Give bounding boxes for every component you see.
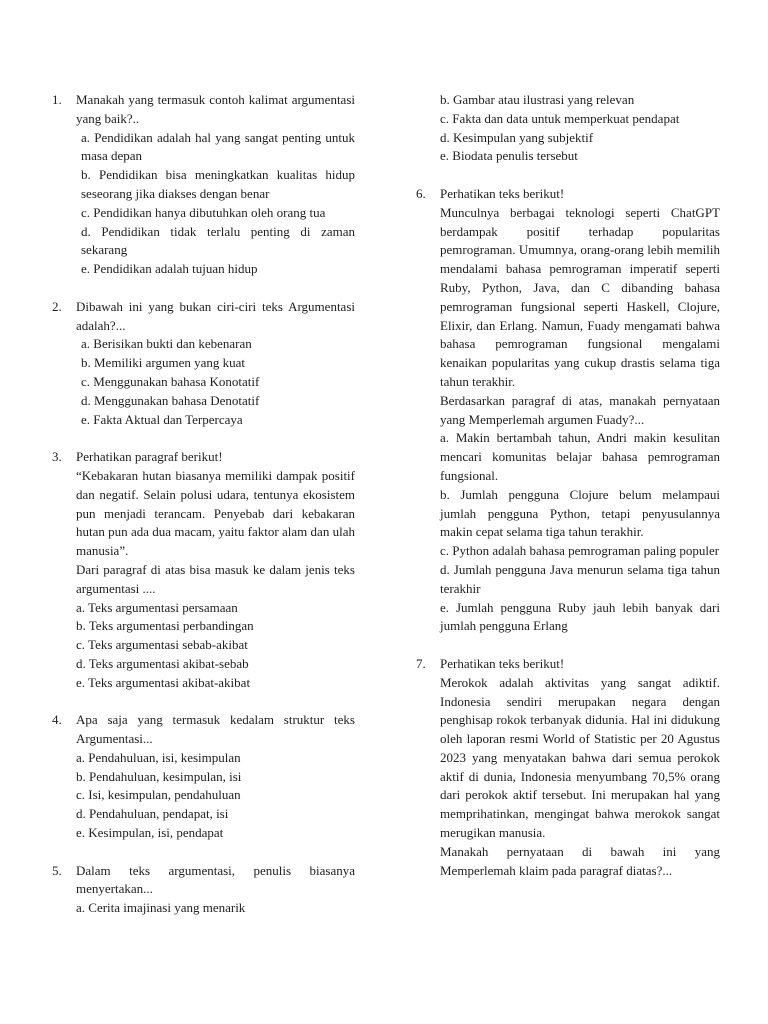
- question-5: [52, 862, 355, 918]
- option-e: e. Biodata penulis tersebut: [440, 148, 578, 164]
- question-prompt: Dari paragraf di atas bisa masuk ke dalam jenis teks argumentasi ....: [76, 561, 355, 596]
- option-list: [76, 599, 355, 693]
- question-body: [76, 298, 355, 430]
- option-list: [440, 429, 720, 636]
- option-d: d. Pendahuluan, pendapat, isi: [76, 806, 229, 822]
- question-number: 6.: [416, 185, 426, 201]
- option-e: e. Pendidikan adalah tujuan hidup: [81, 261, 258, 277]
- question-stem: Apa saja yang termasuk kedalam struktur teks Argumentasi...: [76, 712, 355, 747]
- question-stem: Perhatikan teks berikut!: [440, 655, 565, 671]
- option-a: a. Pendidikan adalah hal yang sangat penting untuk masa depan: [81, 129, 355, 164]
- option-b: b. Teks argumentasi perbandingan: [76, 618, 254, 634]
- question-number: 7.: [416, 655, 426, 671]
- question-3: [52, 448, 355, 692]
- question-prompt: Berdasarkan paragraf di atas, manakah pernyataan yang Memperlemah argumen Fuady?...: [440, 392, 720, 427]
- option-b: b. Pendahuluan, kesimpulan, isi: [76, 768, 242, 784]
- option-d: d. Jumlah pengguna Java menurun selama tiga tahun terakhir: [440, 561, 720, 596]
- option-e: e. Fakta Aktual dan Terpercaya: [81, 411, 243, 427]
- option-b: b. Memiliki argumen yang kuat: [81, 355, 246, 371]
- question-4: [52, 711, 355, 843]
- option-b: b. Pendidikan bisa meningkatkan kualitas hidup seseorang jika diakses dengan benar: [81, 167, 355, 201]
- option-list: [76, 749, 355, 843]
- option-c: c. Menggunakan bahasa Konotatif: [81, 373, 260, 389]
- question-5-continued-options: [416, 91, 720, 166]
- option-d: d. Menggunakan bahasa Denotatif: [81, 392, 260, 408]
- option-a: a. Pendahuluan, isi, kesimpulan: [76, 749, 241, 765]
- option-c: c. Python adalah bahasa pemrograman paling populer: [440, 543, 720, 559]
- question-stem: Dibawah ini yang bukan ciri-ciri teks Argumentasi adalah?...: [76, 298, 355, 333]
- question-body: [76, 711, 355, 843]
- option-list: [76, 899, 355, 918]
- question-stem: Perhatikan paragraf berikut!: [76, 449, 223, 465]
- option-a: a. Makin bertambah tahun, Andri makin kesulitan mencari komunitas belajar bahasa pemrograman fungsional.: [440, 430, 720, 483]
- option-a: a. Berisikan bukti dan kebenaran: [81, 336, 252, 352]
- question-2: [52, 298, 355, 430]
- option-c: c. Pendidikan hanya dibutuhkan oleh orang tua: [81, 204, 326, 220]
- question-7: [416, 655, 720, 881]
- option-list: [81, 335, 355, 429]
- option-c: c. Isi, kesimpulan, pendahuluan: [76, 787, 241, 803]
- question-body: [440, 185, 720, 636]
- option-d: d. Kesimpulan yang subjektif: [440, 129, 594, 145]
- option-d: d. Teks argumentasi akibat-sebab: [76, 655, 249, 671]
- question-prompt: Manakah pernyataan di bawah ini yang Memperlemah klaim pada paragraf diatas?...: [440, 843, 720, 878]
- question-1: [52, 91, 355, 279]
- question-body: [76, 448, 355, 692]
- option-b: b. Jumlah pengguna Clojure belum melampaui jumlah pengguna Python, tetapi penyusulannya makin cepat selama tiga tahun terakhir.: [440, 486, 720, 540]
- question-6: [416, 185, 720, 636]
- question-number: 4.: [52, 712, 62, 728]
- question-body: [440, 655, 720, 881]
- question-body: [76, 862, 355, 918]
- option-c: c. Fakta dan data untuk memperkuat pendapat: [440, 110, 680, 126]
- right-column: [416, 91, 720, 880]
- question-passage: “Kebakaran hutan biasanya memiliki dampak positif dan negatif. Selain polusi udara, tentunya ekosistem pun menjadi terancam. Penyebab dari kebakaran hutan pun ada dua macam, yaitu faktor alam dan ulah manusia”.: [76, 467, 355, 559]
- question-number: 1.: [52, 92, 62, 107]
- question-stem: Perhatikan teks berikut!: [440, 185, 565, 201]
- option-e: e. Jumlah pengguna Ruby jauh lebih banyak dari jumlah pengguna Erlang: [440, 599, 720, 634]
- option-e: e. Kesimpulan, isi, pendapat: [76, 825, 224, 841]
- option-e: e. Teks argumentasi akibat-akibat: [76, 674, 251, 690]
- option-c: c. Teks argumentasi sebab-akibat: [76, 637, 248, 653]
- question-body: [76, 91, 355, 279]
- question-passage: Merokok adalah aktivitas yang sangat adiktif. Indonesia sendiri merupakan negara dengan penghisap rokok terbanyak didunia. Hal ini didukung oleh laporan resmi World of Statistic per 20 Agustus 2023 yang menyatakan bahwa dari semua perokok aktif di dunia, Indonesia menyumbang 70,5% orang dari perokok aktif tersebut. Ini merupakan hal yang memprihatinkan, mengingat bahwa merokok sangat merugikan manusia.: [440, 674, 720, 841]
- question-number: 3.: [52, 449, 62, 465]
- option-a: a. Teks argumentasi persamaan: [76, 599, 238, 615]
- question-stem: Manakah yang termasuk contoh kalimat argumentasi yang baik?..: [76, 92, 355, 126]
- option-list: [81, 129, 355, 279]
- question-number: 2.: [52, 298, 62, 314]
- left-column: [52, 91, 355, 918]
- question-passage: Munculnya berbagai teknologi seperti ChatGPT berdampak positif terhadap popularitas pemrograman. Umumnya, orang-orang lebih memilih mendalami bahasa pemrograman imperatif seperti Ruby, Python, Java, dan C dibanding bahasa pemrograman fungsional seperti Haskell, Clojure, Elixir, dan Erlang. Namun, Fuady mengamati bahwa bahasa pemrograman fungsional mengalami kenaikan popularitas yang cukup drastis selama tiga tahun terakhir.: [440, 204, 720, 389]
- question-stem: Dalam teks argumentasi, penulis biasanya menyertakan...: [76, 862, 355, 897]
- question-number: 5.: [52, 862, 62, 878]
- option-d: d. Pendidikan tidak terlalu penting di zaman sekarang: [81, 223, 355, 258]
- option-a: a. Cerita imajinasi yang menarik: [76, 900, 246, 916]
- option-b: b. Gambar atau ilustrasi yang relevan: [440, 92, 635, 107]
